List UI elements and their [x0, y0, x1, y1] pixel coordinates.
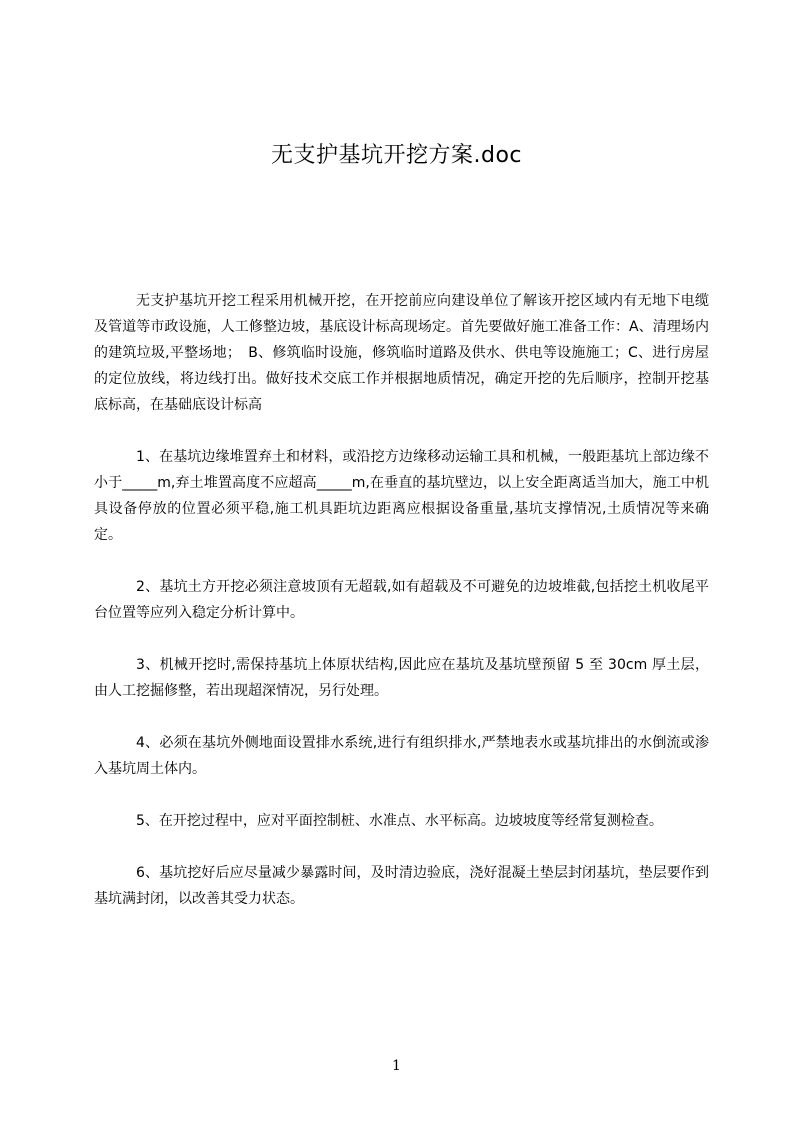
paragraph-gap	[94, 626, 709, 652]
paragraph-item-2: 2、基坑土方开挖必须注意坡顶有无超载,如有超载及不可避免的边坡堆截,包括挖土机收尾平台位置等应列入稳定分析计算中。	[94, 579, 709, 621]
paragraph-item-5: 5、在开挖过程中，应对平面控制桩、水准点、水平标高。边坡坡度等经常复测检查。	[136, 813, 663, 829]
paragraph-item-3: 3、机械开挖时,需保持基坑上体原状结构,因此应在基坑及基坑壁预留 5 至 30cm 厚土层，由人工挖掘修整，若出现超深情况，另行处理。	[94, 657, 709, 699]
paragraph-intro: 无支护基坑开挖工程采用机械开挖，在开挖前应向建设单位了解该开挖区域内有无地下电缆及管道等市政设施，人工修整边坡，基底设计标高现场定。首先要做好施工准备工作：A、清理场内的建筑垃圾,平整场地； B、修筑临时设施，修筑临时道路及供水、供电等设施施工；C、进行房屋的定位放线，将边线打出。做好技术交底工作并根据地质情况，确定开挖的先后顺序，控制开挖基底标高，在基础底设计标高	[94, 293, 709, 413]
paragraph-item-1: 1、在基坑边缘堆置弃土和材料，或沿挖方边缘移动运输工具和机械，一般距基坑上部边缘不小于_____m,弃土堆置高度不应超高_____m,在垂直的基坑壁边，以上安全距离适当加大，施工中机具设备停放的位置必须平稳,施工机具距坑边距离应根据设备重量,基坑支撑情况,土质情况等来确定。	[94, 449, 709, 543]
paragraph-gap	[94, 548, 709, 574]
document-title: 无支护基坑开挖方案.doc	[270, 143, 522, 168]
paragraph-gap	[94, 418, 709, 444]
paragraph-item-4: 4、必须在基坑外侧地面设置排水系统,进行有组织排水,严禁地表水或基坑排出的水倒流或渗入基坑周土体内。	[94, 735, 709, 777]
paragraph-gap	[94, 834, 709, 860]
document-body	[94, 288, 709, 912]
page-number: 1	[392, 1058, 401, 1074]
paragraph-item-6: 6、基坑挖好后应尽量减少暴露时间，及时清边验底，浇好混凝土垫层封闭基坑，垫层要作到基坑满封闭，以改善其受力状态。	[94, 865, 709, 907]
paragraph-gap	[94, 782, 709, 808]
paragraph-gap	[94, 704, 709, 730]
